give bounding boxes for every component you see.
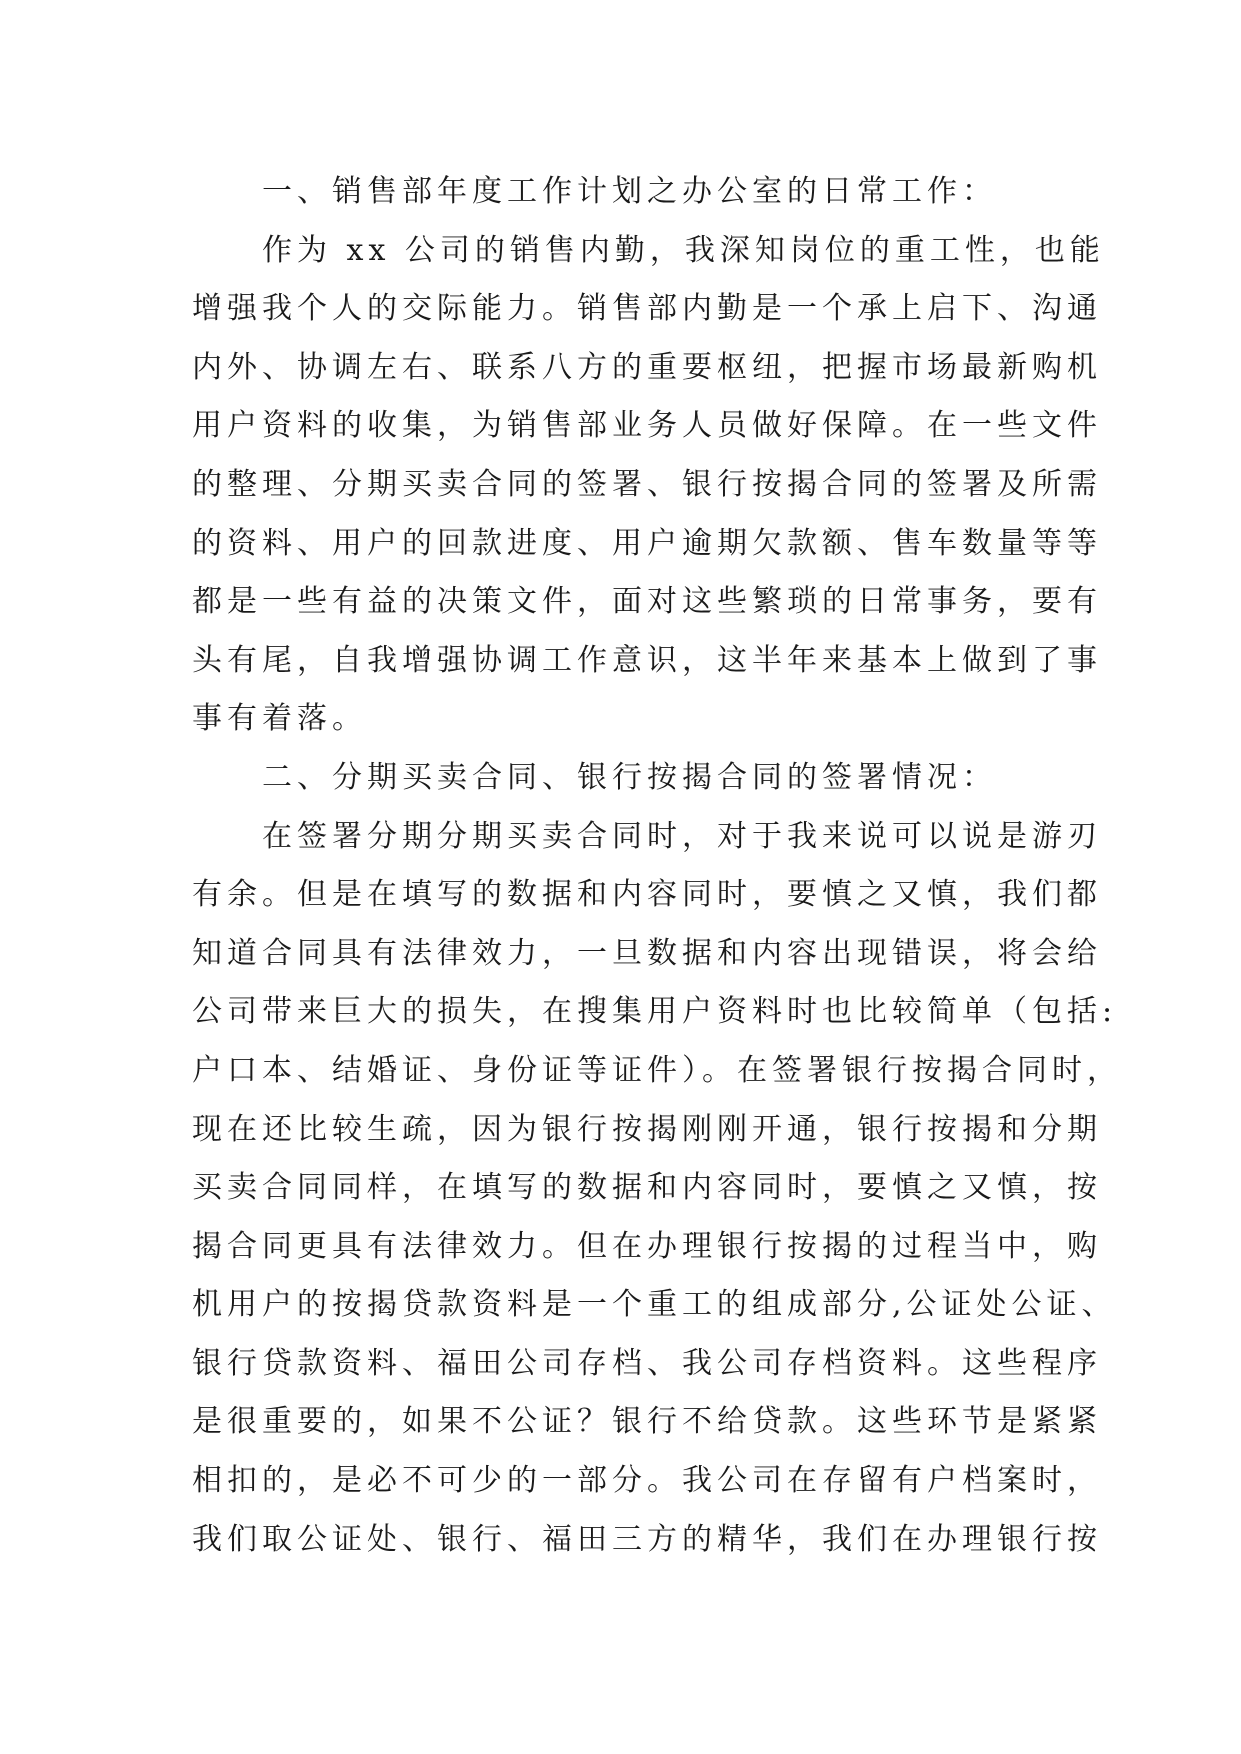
paragraph-line: 的资料、用户的回款进度、用户逾期欠款额、售车数量等等 <box>192 525 1102 561</box>
paragraph-line: 揭合同更具有法律效力。但在办理银行按揭的过程当中，购 <box>192 1228 1102 1264</box>
section-heading-1: 一、销售部年度工作计划之办公室的日常工作： <box>262 174 997 209</box>
section-heading-2: 二、分期买卖合同、银行按揭合同的签署情况： <box>262 759 997 795</box>
paragraph-line: 都是一些有益的决策文件，面对这些繁琐的日常事务，要有 <box>192 584 1102 620</box>
paragraph-line: 作为 xx 公司的销售内勤，我深知岗位的重工性，也能 <box>262 232 1105 268</box>
paragraph-line: 银行贷款资料、福田公司存档、我公司存档资料。这些程序 <box>192 1345 1102 1381</box>
paragraph-line: 有余。但是在填写的数据和内容同时，要慎之又慎，我们都 <box>192 877 1102 913</box>
paragraph-line: 买卖合同同样，在填写的数据和内容同时，要慎之又慎，按 <box>192 1170 1102 1206</box>
paragraph-line: 头有尾，自我增强协调工作意识，这半年来基本上做到了事 <box>192 642 1102 678</box>
paragraph-line: 的整理、分期买卖合同的签署、银行按揭合同的签署及所需 <box>192 466 1102 502</box>
paragraph-line: 户口本、结婚证、身份证等证件）。在签署银行按揭合同时， <box>192 1052 1122 1088</box>
paragraph-line: 现在还比较生疏，因为银行按揭刚刚开通，银行按揭和分期 <box>192 1111 1102 1147</box>
paragraph-line: 在签署分期分期买卖合同时，对于我来说可以说是游刃 <box>262 818 1102 854</box>
paragraph-line: 公司带来巨大的损失，在搜集用户资料时也比较简单（包括: <box>192 994 1118 1030</box>
paragraph-line: 机用户的按揭贷款资料是一个重工的组成部分,公证处公证、 <box>192 1287 1117 1323</box>
paragraph-line: 内外、协调左右、联系八方的重要枢纽，把握市场最新购机 <box>192 349 1102 385</box>
document-body <box>192 163 1122 1569</box>
paragraph-line: 是很重要的，如果不公证？银行不给贷款。这些环节是紧紧 <box>192 1404 1102 1440</box>
paragraph-line: 相扣的，是必不可少的一部分。我公司在存留有户档案时， <box>192 1463 1102 1499</box>
paragraph-line: 用户资料的收集，为销售部业务人员做好保障。在一些文件 <box>192 408 1102 444</box>
paragraph-line: 知道合同具有法律效力，一旦数据和内容出现错误，将会给 <box>192 935 1102 971</box>
paragraph-line: 事有着落。 <box>192 701 367 737</box>
paragraph-line: 增强我个人的交际能力。销售部内勤是一个承上启下、沟通 <box>192 291 1102 327</box>
paragraph-line: 我们取公证处、银行、福田三方的精华，我们在办理银行按 <box>192 1521 1102 1557</box>
